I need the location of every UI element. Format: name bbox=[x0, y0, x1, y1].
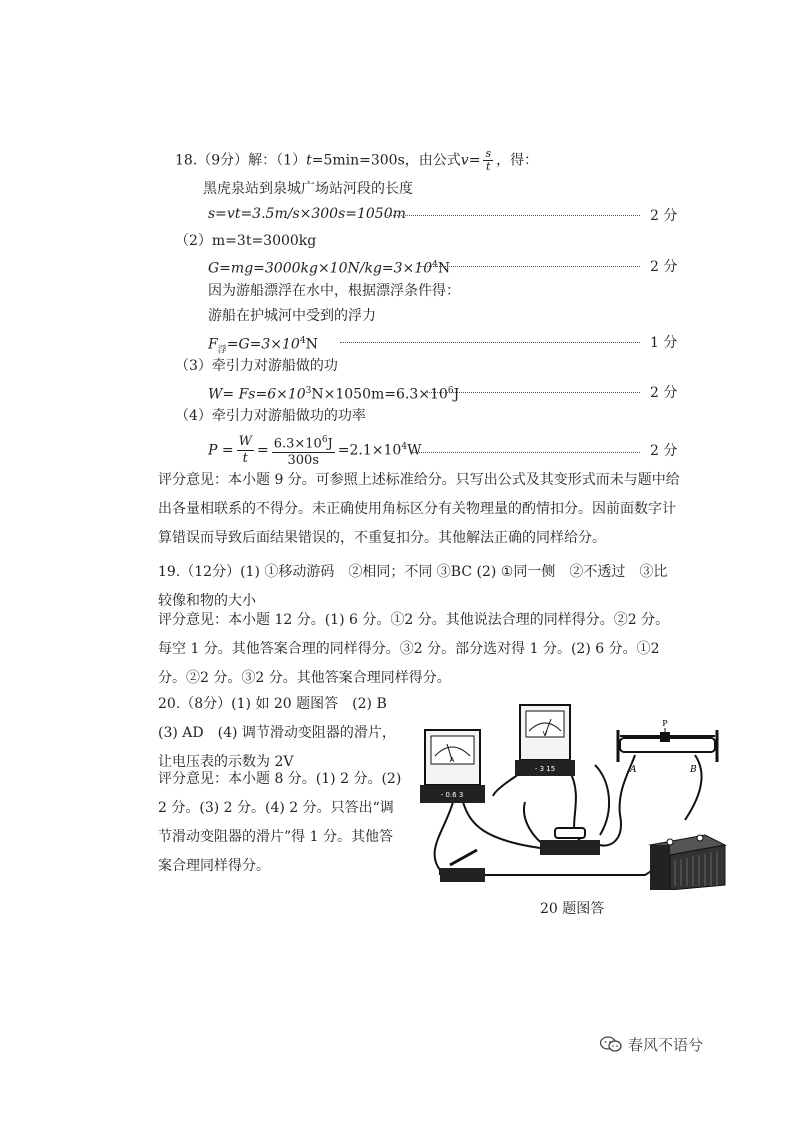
q18-line-1: 黑虎泉站到泉城广场站河段的长度 bbox=[203, 181, 413, 197]
q18-line-3: （2）m=3t=3000kg bbox=[175, 233, 317, 249]
q18-line-7: $F_浮=G=3\times 10^4N$ bbox=[208, 336, 318, 356]
formula-fraction: $\frac{s}{t}$ bbox=[485, 147, 492, 173]
score-w: 2 分 bbox=[650, 385, 678, 401]
leader-dots bbox=[425, 392, 640, 393]
q19-comment: 评分意见：本小题 12 分。(1) 6 分。①2 分。其他说法合理的同样得分。②2 分。每空 1 分。其他答案合理的同样得分。③2 分。部分选对得 1 分。(2) 6 分。①2 分。②2 分。③2 分。其他答案合理同样得分。 bbox=[158, 612, 670, 686]
q18-line-4: $G=mg=3000kg\times 10N/kg=3\times 10^4N$ bbox=[208, 260, 451, 277]
q18-line-10: （4）牵引力对游船做功的功率 bbox=[175, 408, 366, 424]
watermark bbox=[600, 1034, 703, 1057]
q18-line-9: $W= Fs=6\times 10^3N\times 1050m=6.3\times 10^6J$ bbox=[208, 386, 460, 403]
watermark-text: 春风不语兮 bbox=[628, 1036, 704, 1054]
score-s: 2 分 bbox=[650, 208, 678, 224]
wechat-icon bbox=[600, 1035, 622, 1057]
ammeter-terminals: - 0.6 3 bbox=[440, 791, 464, 799]
battery bbox=[650, 835, 725, 890]
rheostat-p-label: P bbox=[662, 719, 668, 728]
rheostat-a-label: A bbox=[630, 765, 637, 775]
q18-heading: 18.（9分）解：（1）t=5min=300s，由公式v= $\frac{s}{t}$ ，得： bbox=[175, 147, 539, 173]
fixed-resistor bbox=[540, 828, 600, 855]
score-f: 1 分 bbox=[650, 335, 678, 351]
leader-dots bbox=[340, 342, 640, 343]
q18-line-2: s=vt=3.5m/s×300s=1050m bbox=[208, 206, 406, 222]
score-g: 2 分 bbox=[650, 259, 678, 275]
leader-dots bbox=[420, 266, 640, 267]
q19-answer: 19.（12分）(1) ①移动游码 ②相同；不同 ③BC (2) ①同一侧 ②不透过 ③比较像和物的大小 bbox=[158, 564, 668, 609]
ammeter bbox=[420, 730, 485, 803]
q20-answer: 20.（8分）(1) 如 20 题图答 (2) B (3) AD (4) 调节滑动变阻器的滑片，让电压表的示数为 2V bbox=[158, 696, 401, 770]
voltmeter bbox=[515, 705, 575, 776]
rheostat-b-label: B bbox=[690, 765, 697, 775]
voltmeter-terminals: - 3 15 bbox=[534, 765, 556, 773]
figure-caption: 20 题图答 bbox=[540, 901, 605, 917]
q18-comment: 评分意见：本小题 9 分。可参照上述标准给分。只写出公式及其变形式而未与题中给出各量相联系的不得分。未正确使用角标区分有关物理量的酌情扣分。因前面数字计算错误而导致后面结果错误的，不重复扣分。其他解法正确的同样给分。 bbox=[158, 472, 680, 546]
leader-dots bbox=[385, 215, 640, 216]
circuit-figure bbox=[405, 700, 735, 890]
q18-line-11: P = $\frac{W}{t}$ = $\frac{6.3\times 10^6J}{300s}$ $=2.1\times 10^4W$ bbox=[208, 432, 421, 469]
rheostat bbox=[618, 719, 717, 775]
q18-line-8: （3）牵引力对游船做的功 bbox=[175, 358, 338, 374]
switch bbox=[440, 850, 485, 882]
q18-line-5: 因为游船漂浮在水中，根据漂浮条件得： bbox=[208, 283, 460, 299]
leader-dots bbox=[410, 452, 640, 453]
voltmeter-symbol: V bbox=[542, 730, 548, 738]
score-p: 2 分 bbox=[650, 443, 678, 459]
q20-comment: 评分意见：本小题 8 分。(1) 2 分。(2) 2 分。(3) 2 分。(4) 2 分。只答出“调节滑动变阻器的滑片”得 1 分。其他答案合理同样得分。 bbox=[158, 771, 402, 874]
ammeter-symbol: A bbox=[449, 756, 455, 764]
q18-line-6: 游船在护城河中受到的浮力 bbox=[208, 308, 376, 324]
